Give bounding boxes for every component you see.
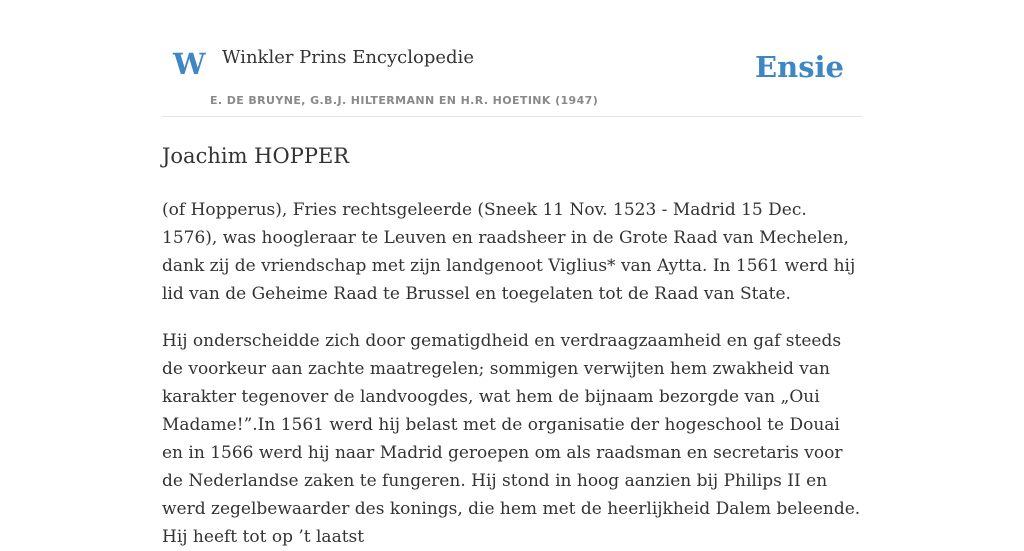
page-container (162, 0, 862, 551)
source-authors: E. DE BRUYNE, G.B.J. HILTERMANN EN H.R. HOETINK (1947) (210, 94, 599, 107)
source-title[interactable]: Winkler Prins Encyclopedie (222, 47, 474, 68)
ensie-logo[interactable]: Ensie (755, 50, 844, 84)
source-header (162, 0, 862, 117)
article-paragraph: Hij onderscheidde zich door gematigdheid en verdraagzaamheid en gaf steeds de voorkeur aan zachte maatregelen; sommigen verwijten hem zwakheid van karakter tegenover de landvoogdes, wat hem de bijnaam bezorgde van „Oui Madame!”.In 1561 werd hij belast met de organisatie der hogeschool te Douai en in 1566 werd hij naar Madrid geroepen om als raadsman en secretaris voor de Nederlandse zaken te fungeren. Hij stond in hoog aanzien bij Philips II en werd zegelbewaarder des konings, die hem met de heerlijkheid Dalem beleende. Hij heeft tot op ’t laatst (162, 331, 861, 548)
source-logo[interactable]: W (173, 47, 206, 81)
article-paragraph: (of Hopperus), Fries rechtsgeleerde (Sneek 11 Nov. 1523 - Madrid 15 Dec. 1576), was hoogleraar te Leuven en raadsheer in de Grote Raad van Mechelen, dank zij de vriendschap met zijn landgenoot Viglius* van Aytta. In 1561 werd hij lid van de Geheime Raad te Brussel en toegelaten tot de Raad van State. (162, 200, 856, 305)
entry-title: Joachim HOPPER (162, 144, 350, 168)
